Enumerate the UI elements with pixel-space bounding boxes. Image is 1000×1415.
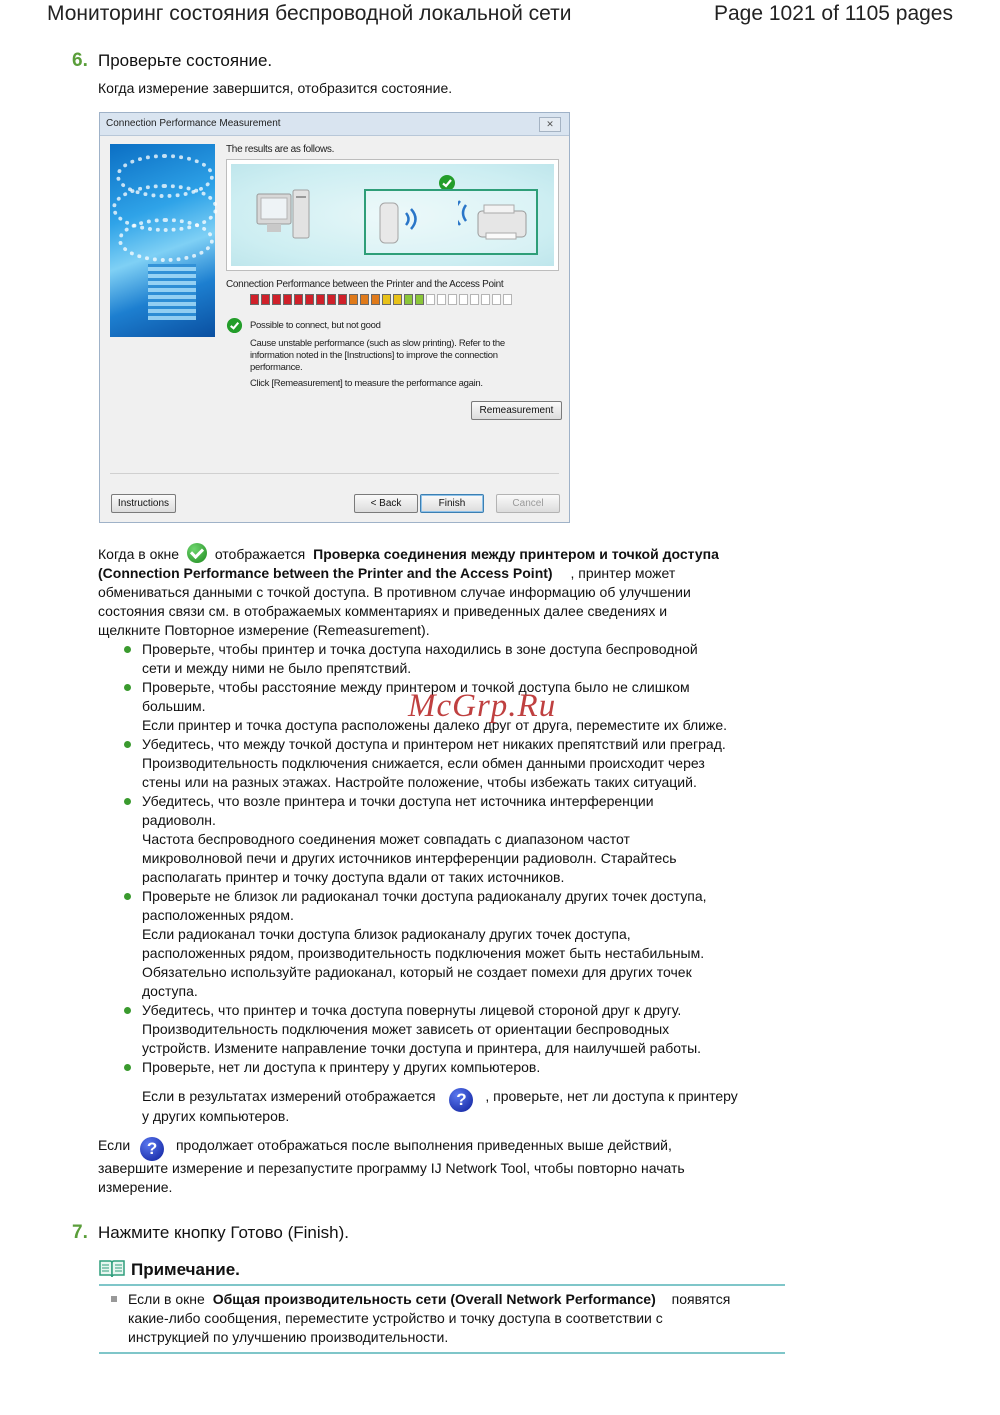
intro-when-window: Когда в окне [98, 546, 180, 562]
list-item-line: Производительность подключения снижается, если обмен данными происходит через [142, 755, 705, 771]
list-item-line: Если радиоканал точки доступа близок радиоканалу других точек доступа, [142, 926, 631, 942]
status-desc-line-2: information noted in the [Instructions] to improve the connection [250, 350, 498, 361]
meter-segment [316, 294, 325, 305]
note-title: Примечание. [131, 1260, 240, 1279]
intro-line-3: обмениваться данными с точкой доступа. В противном случае информацию об улучшении [98, 584, 691, 600]
meter-segment [360, 294, 369, 305]
list-item [124, 735, 784, 792]
meter-segment [448, 294, 457, 305]
list-item-line: Частота беспроводного соединения может совпадать с диапазоном частот [142, 831, 630, 847]
meter-segment [415, 294, 424, 305]
intro-line-4: состояния связи см. в отображаемых комментариях и приведенных далее сведениях и [98, 603, 668, 619]
list-item [124, 887, 784, 1001]
list-item-line: Проверьте, нет ли доступа к принтеру у других компьютеров. [142, 1059, 541, 1075]
meter-segment [382, 294, 391, 305]
step-6-subtitle: Когда измерение завершится, отобразится состояние. [98, 80, 453, 96]
connection-performance-dialog [99, 112, 570, 523]
meter-segment [492, 294, 501, 305]
if-block-line-3: измерение. [98, 1179, 173, 1195]
meter-segment [371, 294, 380, 305]
question-circle-icon: ? [449, 1088, 473, 1112]
list-item-line: большим. [142, 698, 206, 714]
meter-segment [393, 294, 402, 305]
note-body [99, 1290, 785, 1354]
note-line-1 [128, 1290, 778, 1309]
if-rest: продолжает отображаться после выполнения приведенных выше действий, [175, 1137, 672, 1153]
list-item-line: располагать принтер и точку доступа вдали от таких источников. [142, 869, 565, 885]
intro-bold-en: (Connection Performance between the Printer and the Access Point) [98, 565, 553, 581]
note-line-2: какие-либо сообщения, переместите устройство и точку доступа в соответствии с [128, 1310, 663, 1326]
meter-segment [503, 294, 512, 305]
list-item-line: Если принтер и точка доступа расположены далеко друг от друга, переместите их ближе. [142, 717, 727, 733]
list-item-line: Проверьте, чтобы принтер и точка доступа находились в зоне доступа беспроводной [142, 641, 698, 657]
step-7-title: Нажмите кнопку Готово (Finish). [98, 1223, 350, 1242]
check-circle-icon [187, 543, 207, 563]
meter-segment [272, 294, 281, 305]
list-item-line: стены или на разных этажах. Настройте положение, чтобы избежать таких ситуаций. [142, 774, 697, 790]
question-note-before: Если в результатах измерений отображается [142, 1088, 436, 1104]
list-item-line: устройств. Измените направление точки доступа и принтера, для наилучшей работы. [142, 1040, 702, 1056]
meter-segment [437, 294, 446, 305]
if-word: Если [98, 1137, 131, 1153]
close-icon[interactable]: ✕ [539, 117, 561, 132]
intro-tail: , принтер может [570, 565, 676, 581]
list-item-line: микроволновой печи и других источников интерференции радиоволн. Старайтесь [142, 850, 677, 866]
status-check-icon [226, 317, 243, 334]
note-bold: Общая производительность сети (Overall Network Performance) [212, 1291, 656, 1307]
list-item-line: Проверьте не близок ли радиоканал точки доступа радиоканалу других точек доступа, [142, 888, 707, 904]
remeasure-hint: Click [Remeasurement] to measure the performance again. [250, 378, 483, 389]
meter-segment [470, 294, 479, 305]
meter-segment [261, 294, 270, 305]
note-bullet-icon [111, 1296, 117, 1302]
list-item-line: расположенных рядом, производительность подключения может быть нестабильным. [142, 945, 705, 961]
step-6-title: Проверьте состояние. [98, 51, 273, 70]
question-circle-icon-2: ? [140, 1137, 164, 1161]
list-item [124, 640, 784, 678]
dialog-titlebar [100, 113, 569, 136]
remeasurement-button[interactable]: Remeasurement [471, 401, 562, 420]
list-item [124, 1058, 784, 1077]
access-point-printer-frame [364, 189, 538, 255]
intro-bold-ru: Проверка соединения между принтером и точкой доступа [313, 546, 719, 562]
list-item [124, 792, 784, 887]
status-desc-line-3: performance. [250, 362, 303, 373]
intro-is-displayed: отображается [214, 546, 306, 562]
meter-segment [481, 294, 490, 305]
list-item-line: расположенных рядом. [142, 907, 294, 923]
meter-segment [283, 294, 292, 305]
list-item-line: доступа. [142, 983, 198, 999]
printer-icon [458, 195, 534, 249]
list-item-line: Проверьте, чтобы расстояние между принтером и точкой доступа было не слишком [142, 679, 690, 695]
page-header-title: Мониторинг состояния беспроводной локальной сети [47, 2, 572, 25]
side-banner-image [110, 144, 215, 337]
list-item-line: радиоволн. [142, 812, 216, 828]
status-desc-line-1: Cause unstable performance (such as slow printing). Refer to the [250, 338, 505, 349]
meter-segment [250, 294, 259, 305]
meter-segment [294, 294, 303, 305]
step-number-6: 6. [72, 50, 88, 71]
note-heading [99, 1258, 785, 1286]
results-label: The results are as follows. [226, 144, 335, 155]
watermark: McGrp.Ru [408, 688, 557, 724]
note-suffix: появятся [671, 1291, 731, 1307]
if-block-line-1 [98, 1136, 778, 1161]
question-note-line-2: у других компьютеров. [142, 1108, 290, 1124]
question-note-after: , проверьте, нет ли доступа к принтеру [485, 1088, 738, 1104]
list-item-line: Производительность подключения может зависеть от ориентации беспроводных [142, 1021, 670, 1037]
performance-level-meter [250, 294, 512, 306]
if-block-line-2: завершите измерение и перезапустите программу IJ Network Tool, чтобы повторно начать [98, 1160, 685, 1176]
performance-label: Connection Performance between the Printer and the Access Point [226, 279, 504, 290]
meter-segment [305, 294, 314, 305]
back-button[interactable]: < Back [354, 494, 418, 513]
page-number: Page 1021 of 1105 pages [714, 2, 953, 25]
finish-button[interactable]: Finish [420, 494, 484, 513]
meter-segment [426, 294, 435, 305]
list-item-line: Обязательно используйте радиоканал, который не создает помехи для других точек [142, 964, 692, 980]
list-item [124, 1001, 784, 1058]
list-item-line: Убедитесь, что принтер и точка доступа повернуты лицевой стороной друг к другу. [142, 1002, 682, 1018]
meter-segment [327, 294, 336, 305]
computer-icon [255, 186, 315, 246]
cancel-button: Cancel [496, 494, 560, 513]
meter-segment [404, 294, 413, 305]
note-line-3: инструкцией по улучшению производительности. [128, 1329, 449, 1345]
dialog-title: Connection Performance Measurement [106, 118, 281, 129]
list-item-line: сети и между ними не было препятствий. [142, 660, 412, 676]
status-title: Possible to connect, but not good [250, 320, 381, 331]
list-item-line: Убедитесь, что между точкой доступа и принтером нет никаких препятствий или преград. [142, 736, 726, 752]
access-point-icon [374, 195, 430, 249]
intro-line-1 [98, 543, 778, 564]
note-prefix: Если в окне [128, 1291, 205, 1307]
intro-line-2 [98, 564, 778, 583]
instructions-button[interactable]: Instructions [111, 494, 176, 513]
list-item-line: Убедитесь, что возле принтера и точки доступа нет источника интерференции [142, 793, 654, 809]
meter-segment [338, 294, 347, 305]
step-number-7: 7. [72, 1222, 88, 1243]
meter-segment [349, 294, 358, 305]
results-panel [226, 159, 559, 271]
book-icon [99, 1258, 125, 1278]
meter-segment [459, 294, 468, 305]
intro-line-5: щелкните Повторное измерение (Remeasurement). [98, 622, 430, 638]
